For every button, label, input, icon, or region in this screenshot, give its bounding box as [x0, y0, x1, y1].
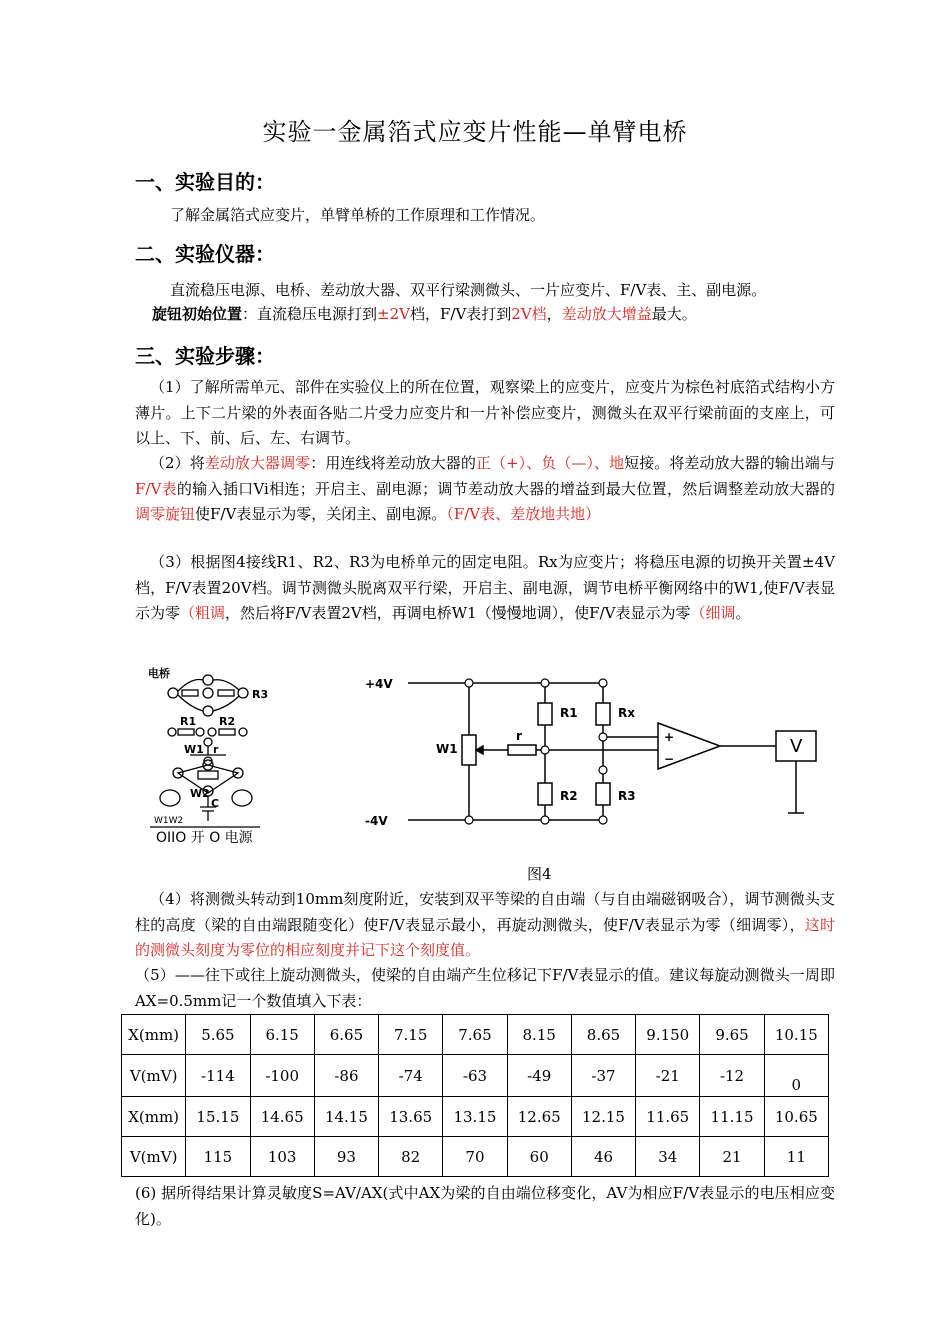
table-cell: 9.150 — [636, 1015, 700, 1055]
table-row — [122, 1015, 829, 1055]
step-2-e: 短接。将差动放大器的输出端与 — [624, 454, 835, 472]
row-header-cell: X(mm) — [122, 1097, 186, 1137]
table-cell: 14.65 — [250, 1097, 314, 1137]
step-3-d: （细调 — [690, 604, 736, 622]
step-2-g: 的输入插口Vi相连；开启主、副电源；调节差动放大器的增益到最大位置，然后调整差动放大器的 — [176, 479, 835, 498]
table-cell: 13.65 — [379, 1097, 443, 1137]
step-1-text: （1）了解所需单元、部件在实验仪上的所在位置，观察梁上的应变片，应变片为棕色衬底箔式结构小方薄片。上下二片梁的外表面各贴二片受力应变片和一片补偿应变片，测微头在双平行梁前面的支座上，可以上、下、前、后、左、右调节。 — [135, 378, 835, 447]
step-4 — [135, 887, 835, 964]
step-3 — [135, 550, 835, 627]
step-2-b: 差动放大器调零 — [204, 454, 311, 472]
figure-4-circuit — [360, 665, 830, 835]
table-cell: 5.65 — [186, 1015, 250, 1055]
figure-caption: 图4 — [527, 865, 552, 883]
table-cell: 82 — [379, 1137, 443, 1177]
node-11 — [599, 733, 607, 741]
table-cell: -114 — [186, 1055, 250, 1097]
node-7 — [599, 766, 607, 774]
resistor-r — [508, 745, 536, 755]
table-cell: -100 — [250, 1055, 314, 1097]
rx-label: Rx — [618, 706, 635, 720]
w1-label: W1 — [436, 742, 458, 756]
step-6: (6) 据所得结果计算灵敏度S=AV/AX(式中AX为梁的自由端位移变化，AV为相应F/V表显示的电压相应变化)。 — [135, 1184, 835, 1228]
bridge-r2-label: R2 — [219, 715, 236, 728]
bridge-node — [238, 688, 248, 698]
table-cell: 8.65 — [571, 1015, 635, 1055]
table-cell: 10.15 — [764, 1015, 828, 1055]
table-row — [122, 1055, 829, 1097]
bridge-r-label: r — [213, 743, 219, 756]
table-cell: 103 — [250, 1137, 314, 1177]
table-cell: 15.15 — [186, 1097, 250, 1137]
table-cell: 6.15 — [250, 1015, 314, 1055]
step-2-j: （F/V表、差放地共地） — [446, 505, 601, 523]
table-cell: 11 — [764, 1137, 828, 1177]
row-header-cell: V(mV) — [122, 1055, 186, 1097]
r1-label: R1 — [560, 706, 578, 720]
section-purpose-heading: 一、实验目的： — [135, 170, 275, 194]
resistor-r3 — [596, 783, 610, 805]
bridge-title: 电桥 — [148, 667, 170, 680]
amp-minus-label: − — [664, 752, 675, 766]
table-cell: -49 — [507, 1055, 571, 1097]
table-cell: 12.15 — [571, 1097, 635, 1137]
r2-label: R2 — [560, 789, 578, 803]
step-3-b: （粗调 — [180, 604, 226, 622]
table-cell: 10.65 — [764, 1097, 828, 1137]
row-header-cell: X(mm) — [122, 1015, 186, 1055]
page-title: 实验一金属箔式应变片性能—单臂电桥 — [262, 118, 688, 146]
bridge-node — [168, 688, 178, 698]
table-row — [122, 1097, 829, 1137]
node-2 — [541, 746, 549, 754]
meter-v-label: V — [790, 736, 803, 757]
knob-red-1: ±2V — [377, 305, 410, 323]
step-5: （5）——往下或往上旋动测微头，使梁的自由端产生位移记下F/V表显示的值。建议每旋动测微头一周即AX=0.5mm记一个数值填入下表： — [135, 966, 835, 1010]
bridge-unit-sketch — [140, 665, 280, 850]
table-cell: 93 — [314, 1137, 378, 1177]
table-cell: -12 — [700, 1055, 764, 1097]
table-cell: 46 — [571, 1137, 635, 1177]
step-4-a: （4）将测微头转动到10mm刻度附近，安装到双平等梁的自由端（与自由端磁钢吸合），调节测微头支柱的高度（梁的自由端跟随变化）使F/V表显示最小，再旋动测微头，使F/V表显示为零（细调零）， — [135, 890, 835, 934]
knob-text-3: ， — [546, 305, 562, 323]
table-cell: 11.15 — [700, 1097, 764, 1137]
step-2-a: （2）将 — [150, 454, 205, 472]
table-row — [122, 1137, 829, 1177]
w1-potentiometer — [462, 735, 476, 765]
table-cell: 34 — [636, 1137, 700, 1177]
step-2-h: 调零旋钮 — [135, 505, 196, 523]
bridge-power-label: OIIO 开 O 电源 — [156, 830, 253, 846]
table-cell: 0 — [764, 1055, 828, 1097]
table-cell: -63 — [443, 1055, 507, 1097]
node-4 — [465, 679, 473, 687]
node-1 — [541, 679, 549, 687]
table-cell: 60 — [507, 1137, 571, 1177]
knob-text-1: ：直流稳压电源打到 — [242, 305, 378, 323]
knob-red-2: 2V档 — [511, 305, 547, 323]
node-9 — [599, 816, 607, 824]
node-10 — [599, 679, 607, 687]
plus-4v-label: +4V — [365, 677, 393, 691]
bridge-w2-label: W2 — [190, 787, 210, 800]
bridge-r3-label: R3 — [252, 688, 269, 701]
knob-red-3: 差动放大增益 — [561, 305, 652, 323]
amp-plus-label: + — [664, 730, 675, 744]
step-2-i: 使F/V表显示为零，关闭主、副电源。 — [195, 505, 447, 523]
table-cell: 7.15 — [379, 1015, 443, 1055]
step-3-c: ，然后将F/V表置2V档，再调电桥W1（慢慢地调），使F/V表显示为零 — [225, 604, 691, 622]
knob-initial-position — [152, 302, 697, 327]
resistor-r2 — [538, 783, 552, 805]
measurement-table — [121, 1014, 829, 1177]
table-cell: -74 — [379, 1055, 443, 1097]
step-2-c: ：用连线将差动放大器的 — [310, 454, 476, 472]
step-3-e: 。 — [735, 604, 751, 622]
table-cell: 9.65 — [700, 1015, 764, 1055]
resistor-r1 — [538, 703, 552, 725]
table-cell: 6.65 — [314, 1015, 378, 1055]
bridge-node — [203, 706, 213, 716]
step-4-b: 这时的测微头刻度为零位的相应刻度并记下这个刻度值。 — [135, 915, 835, 959]
step-2-d: 正（+）、负（—）、地 — [475, 454, 625, 472]
purpose-text: 了解金属箔式应变片，单臂单桥的工作原理和工作情况。 — [170, 206, 546, 224]
bridge-w1w2-label: W1W2 — [154, 816, 184, 826]
bridge-w1-label: W1 — [184, 743, 204, 756]
minus-4v-label: -4V — [365, 814, 388, 828]
strain-gauge-rx — [596, 703, 610, 725]
table-cell: 12.65 — [507, 1097, 571, 1137]
step-3-a: （3）根据图4接线R1、R2、R3为电桥单元的固定电阻。Rx为应变片；将稳压电源的切换开关置±4V档，F/V表置20V档。调节测微头脱离双平行梁，开启主、副电源，调节电桥平衡网络中的W1,使F/V表显示为零 — [135, 553, 835, 622]
knob-text-4: 最大。 — [651, 305, 697, 323]
row-header-cell: V(mV) — [122, 1137, 186, 1177]
bridge-node — [203, 688, 213, 698]
step-2 — [135, 451, 835, 528]
table-cell: 8.15 — [507, 1015, 571, 1055]
table-cell: -37 — [571, 1055, 635, 1097]
table-cell: 11.65 — [636, 1097, 700, 1137]
instruments-text: 直流稳压电源、电桥、差动放大器、双平行梁测微头、一片应变片、F/V表、主、副电源。 — [170, 281, 767, 299]
section-instruments-heading: 二、实验仪器： — [135, 242, 275, 266]
table-cell: 14.15 — [314, 1097, 378, 1137]
table-cell: 13.15 — [443, 1097, 507, 1137]
table-cell: 7.65 — [443, 1015, 507, 1055]
r3-label: R3 — [618, 789, 636, 803]
knob-text-2: 档，F/V表打到 — [409, 305, 512, 323]
bridge-node — [203, 675, 213, 685]
bridge-r1-label: R1 — [180, 715, 197, 728]
table-cell: 70 — [443, 1137, 507, 1177]
table-cell: 115 — [186, 1137, 250, 1177]
table-cell: -21 — [636, 1055, 700, 1097]
section-steps-heading: 三、实验步骤： — [135, 344, 275, 368]
node-8 — [465, 816, 473, 824]
step-2-f: F/V表 — [135, 479, 177, 498]
r-label: r — [516, 729, 522, 743]
table-cell: -86 — [314, 1055, 378, 1097]
knob-label: 旋钮初始位置 — [152, 305, 243, 323]
node-3 — [541, 816, 549, 824]
step-1 — [135, 375, 835, 452]
table-cell: 21 — [700, 1137, 764, 1177]
bridge-c-label: C — [211, 797, 220, 810]
